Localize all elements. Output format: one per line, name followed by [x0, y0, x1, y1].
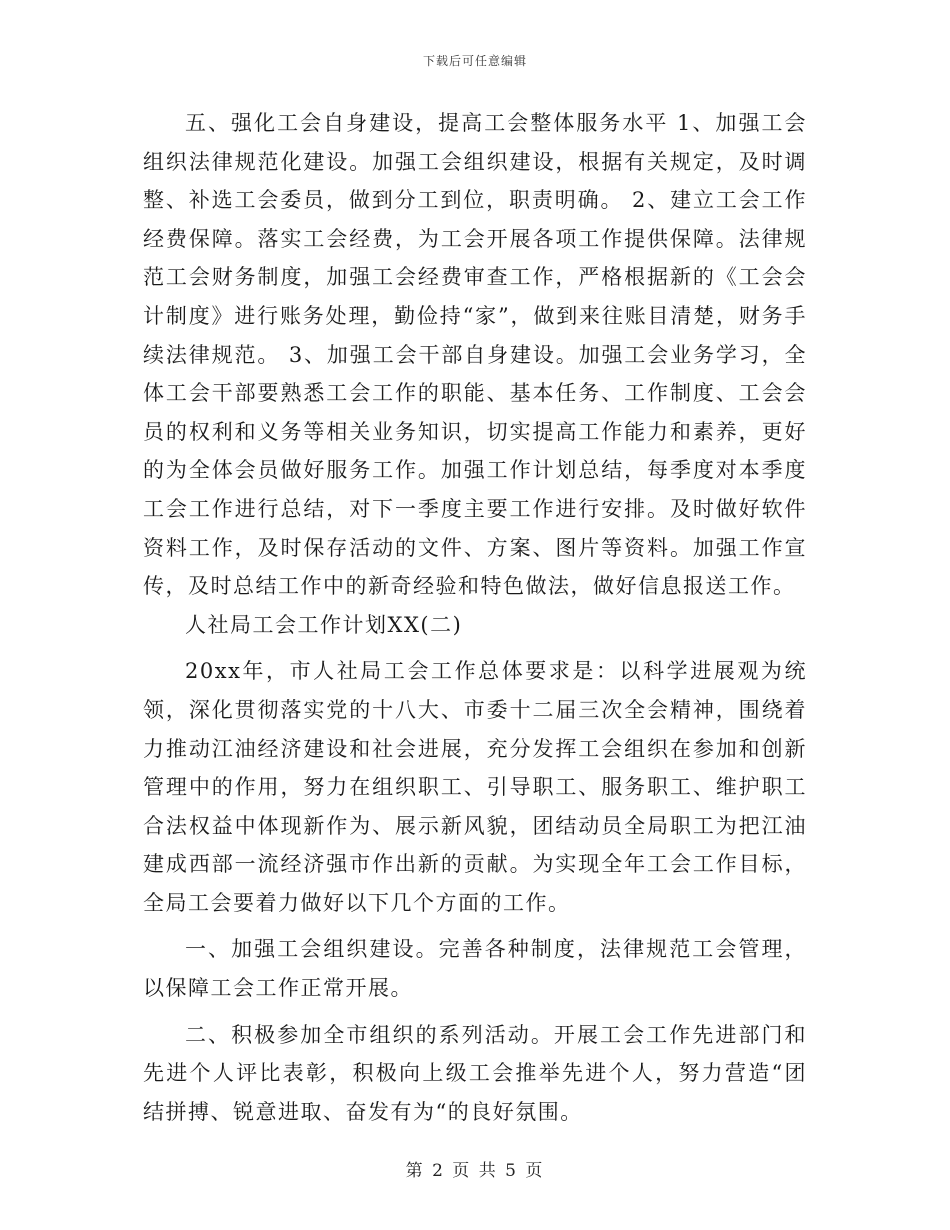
paragraph-overall-requirements: 20xx年，市人社局工会工作总体要求是：以科学进展观为统领，深化贯彻落实党的十八大、市委十二届三次全会精神，围绕着力推动江油经济建设和社会进展，充分发挥工会组织在参加和创新管理中的作用，努力在组织职工、引导职工、服务职工、维护职工合法权益中体现新作为、展示新风貌，团结动员全局职工为把江油建成西部一流经济强市作出新的贡献。为实现全年工会工作目标，全局工会要着力做好以下几个方面的工作。	[143, 659, 807, 915]
paragraph-plan-title: 人社局工会工作计划XX(二)	[185, 612, 463, 637]
paragraph-item-two: 二、积极参加全市组织的系列活动。开展工会工作先进部门和先进个人评比表彰，积极向上级工会推举先进个人，努力营造“团结拼搏、锐意进取、奋发有为“的良好氛围。	[143, 1022, 807, 1124]
page-header: 下载后可任意编辑	[422, 54, 527, 68]
document-body	[143, 104, 807, 1131]
paragraph-section-five: 五、强化工会自身建设，提高工会整体服务水平 1、加强工会组织法律规范化建设。加强工会组织建设，根据有关规定，及时调整、补选工会委员，做到分工到位，职责明确。 2、建立工会工作经费保障。落实工会经费，为工会开展各项工作提供保障。法律规范工会财务制度，加强工会经费审查工作，严格根据新的《工会会计制度》进行账务处理，勤俭持“家”，做到来往账目清楚，财务手续法律规范。 3、加强工会干部自身建设。加强工会业务学习，全体工会干部要熟悉工会工作的职能、基本任务、工作制度、工会会员的权利和义务等相关业务知识，切实提高工作能力和素养，更好的为全体会员做好服务工作。加强工作计划总结，每季度对本季度工会工作进行总结，对下一季度主要工作进行安排。及时做好软件资料工作，及时保存活动的文件、方案、图片等资料。加强工作宣传，及时总结工作中的新奇经验和特色做法，做好信息报送工作。	[143, 111, 807, 599]
page-footer: 第 2 页 共 5 页	[405, 1161, 545, 1181]
paragraph-item-one: 一、加强工会组织建设。完善各种制度，法律规范工会管理，以保障工会工作正常开展。	[143, 937, 807, 1001]
